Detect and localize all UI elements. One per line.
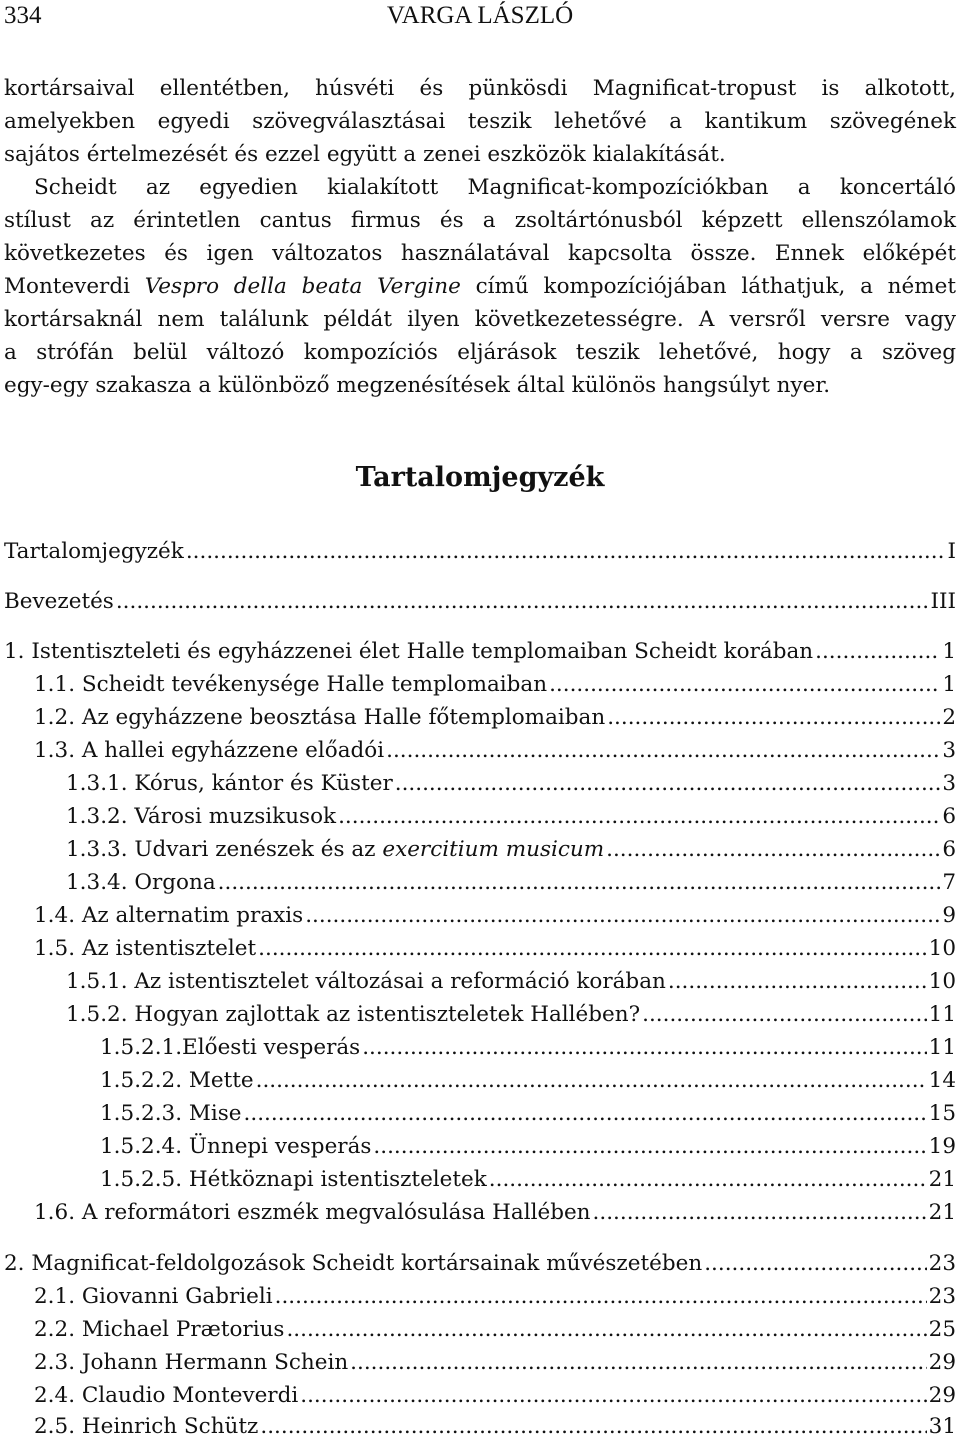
text-line: Scheidt az egyedien kialakított Magnificat-kompozíciókban a koncertáló (34, 175, 956, 200)
toc-entry-label-italic: exercitium musicum (382, 837, 605, 862)
leader-dots (668, 966, 927, 998)
toc-entry-label: 1.2. Az egyházzene beosztása Halle főtemplomaiban (34, 705, 606, 730)
leader-dots (386, 735, 940, 767)
leader-dots (606, 834, 940, 866)
toc-entry-page: 19 (928, 1134, 956, 1159)
text-line: stílust az érintetlen cantus firmus és a zsoltártónusból képzett ellenszólamok (4, 208, 956, 233)
text-line: következetes és igen változatos használatával kapcsolta össze. Ennek előképét (4, 241, 956, 266)
toc-entry[interactable] (4, 1131, 956, 1163)
text-line: kortársaknál nem találunk példát ilyen következetességre. A versről versre vagy (4, 307, 956, 332)
toc-entry-page: I (947, 539, 956, 564)
toc-entry-page: 3 (942, 771, 956, 796)
toc-entry-label: Tartalomjegyzék (4, 539, 184, 564)
toc-entry-label: 1.5.2.5. Hétköznapi istentiszteletek (100, 1167, 487, 1192)
toc-entry-label-text: 1.3.3. Udvari zenészek és az (66, 837, 383, 862)
leader-dots (305, 900, 940, 932)
toc-entry-label: Bevezetés (4, 589, 114, 614)
page-header (4, 2, 956, 36)
toc-entry-page: III (930, 589, 956, 614)
toc-entry-page: 23 (928, 1284, 956, 1309)
leader-dots (256, 1065, 927, 1097)
leader-dots (395, 768, 941, 800)
toc-entry-page: 29 (928, 1350, 956, 1375)
leader-dots (815, 636, 940, 668)
toc-entry-page: 6 (942, 804, 956, 829)
leader-dots (642, 999, 927, 1031)
toc-entry-label: 1.3.4. Orgona (66, 870, 216, 895)
toc-entry-label: 1.5.2.4. Ünnepi vesperás (100, 1134, 372, 1159)
toc-entry-page: 10 (928, 936, 956, 961)
toc-entry[interactable] (4, 1065, 956, 1097)
toc-entry-label: 1.3.2. Városi muzsikusok (66, 804, 337, 829)
toc-entry-label: 1.3.1. Kórus, kántor és Küster (66, 771, 393, 796)
toc-entry-label: 1.1. Scheidt tevékenysége Halle templomaiban (34, 672, 548, 697)
toc-entry[interactable] (4, 1380, 956, 1412)
body-paragraph (4, 72, 956, 402)
leader-dots (593, 1197, 927, 1229)
toc-entry[interactable] (4, 1411, 956, 1443)
text-line: sajátos értelmezését és ezzel együtt a zenei eszközök kialakítását. (4, 142, 726, 167)
toc-entry-page: 9 (942, 903, 956, 928)
toc-entry-label: 1. Istentiszteleti és egyházzenei élet Halle templomaiban Scheidt korában (4, 639, 814, 664)
toc-entry-page: 2 (942, 705, 956, 730)
text-line: kortársaival ellentétben, húsvéti és pünkösdi Magnificat-tropust is alkotott, (4, 76, 956, 101)
toc-entry-label: 1.6. A reformátori eszmék megvalósulása Hallében (34, 1200, 591, 1225)
leader-dots (350, 1347, 926, 1379)
leader-dots (489, 1164, 927, 1196)
toc-entry[interactable] (4, 900, 956, 932)
toc-entry[interactable] (4, 669, 956, 701)
toc-entry-label (66, 834, 604, 866)
leader-dots (362, 1032, 926, 1064)
text-fragment: című kompozíciójában láthatjuk, a német (460, 274, 956, 299)
toc-entry-page: 21 (928, 1200, 956, 1225)
toc-entry-label: 1.3. A hallei egyházzene előadói (34, 738, 385, 763)
toc-entry-page: 11 (928, 1002, 956, 1027)
toc-entry[interactable] (4, 1347, 956, 1379)
leader-dots (286, 1314, 926, 1346)
leader-dots (607, 702, 940, 734)
toc-entry[interactable] (4, 768, 956, 800)
leader-dots (338, 801, 940, 833)
toc-title: Tartalomjegyzék (355, 462, 605, 493)
toc-entry[interactable] (4, 1032, 956, 1064)
leader-dots (704, 1248, 926, 1280)
toc-entry[interactable] (4, 834, 956, 866)
toc-entry-page: 31 (928, 1414, 956, 1439)
toc-entry-label: 1.5.2. Hogyan zajlottak az istentiszteletek Hallében? (66, 1002, 641, 1027)
toc-entry[interactable] (4, 933, 956, 965)
toc-entry[interactable] (4, 1281, 956, 1313)
leader-dots (373, 1131, 926, 1163)
toc-entry[interactable] (4, 1164, 956, 1196)
toc-entry-label: 1.4. Az alternatim praxis (34, 903, 304, 928)
toc-entry-page: 25 (928, 1317, 956, 1342)
toc-entry-page: 7 (942, 870, 956, 895)
work-title: Vespro della beata Vergine (144, 274, 461, 299)
toc-entry[interactable] (4, 636, 956, 668)
toc-entry[interactable] (4, 536, 956, 568)
leader-dots (300, 1380, 926, 1412)
text-fragment: Monteverdi (4, 274, 145, 299)
toc-entry-page: 11 (928, 1035, 956, 1060)
leader-dots (258, 933, 926, 965)
toc-entry[interactable] (4, 867, 956, 899)
toc-entry-label: 1.5.2.3. Mise (100, 1101, 242, 1126)
toc-entry-label: 2.1. Giovanni Gabrieli (34, 1284, 273, 1309)
leader-dots (260, 1411, 926, 1443)
toc-entry[interactable] (4, 1314, 956, 1346)
toc-entry-page: 21 (928, 1167, 956, 1192)
toc-entry-page: 23 (928, 1251, 956, 1276)
toc-entry[interactable] (4, 735, 956, 767)
toc-entry-page: 1 (942, 639, 956, 664)
toc-entry-page: 6 (942, 837, 956, 862)
toc-entry-page: 3 (942, 738, 956, 763)
toc-entry[interactable] (4, 702, 956, 734)
toc-entry-label: 1.5.1. Az istentisztelet változásai a reformáció korában (66, 969, 666, 994)
page-number: 334 (4, 2, 42, 29)
toc-entry-label: 2.4. Claudio Monteverdi (34, 1383, 299, 1408)
toc-entry-label: 1.5. Az istentisztelet (34, 936, 257, 961)
toc-entry-page: 15 (928, 1101, 956, 1126)
leader-dots (275, 1281, 927, 1313)
toc-entry-page: 10 (928, 969, 956, 994)
toc-entry-label: 2.3. Johann Hermann Schein (34, 1350, 349, 1375)
leader-dots (244, 1098, 927, 1130)
toc-entry-label: 1.5.2.1.Előesti vesperás (100, 1035, 361, 1060)
text-line: amelyekben egyedi szövegválasztásai teszik lehetővé a kantikum szövegének (4, 109, 956, 134)
toc-entry-page: 29 (928, 1383, 956, 1408)
toc-entry-label: 2. Magnificat-feldolgozások Scheidt kortársainak művészetében (4, 1251, 703, 1276)
toc-entry[interactable] (4, 1248, 956, 1280)
leader-dots (116, 586, 929, 618)
toc-entry[interactable] (4, 1197, 956, 1229)
toc-entry-page: 14 (928, 1068, 956, 1093)
leader-dots (186, 536, 946, 568)
toc-entry-label: 1.5.2.2. Mette (100, 1068, 254, 1093)
toc-entry[interactable] (4, 801, 956, 833)
running-head: VARGA LÁSZLÓ (386, 2, 574, 29)
toc-entry[interactable] (4, 966, 956, 998)
text-line (4, 270, 956, 303)
leader-dots (218, 867, 941, 899)
toc-entry[interactable] (4, 1098, 956, 1130)
toc-entry-page: 1 (942, 672, 956, 697)
text-line: a strófán belül változó kompozíciós eljárások teszik lehetővé, hogy a szöveg (4, 340, 956, 365)
toc-entry[interactable] (4, 586, 956, 618)
leader-dots (549, 669, 940, 701)
toc-entry[interactable] (4, 999, 956, 1031)
text-line: egy-egy szakasza a különböző megzenésítések által különös hangsúlyt nyer. (4, 373, 831, 398)
toc-entry-label: 2.5. Heinrich Schütz (34, 1414, 259, 1439)
toc-entry-label: 2.2. Michael Prætorius (34, 1317, 285, 1342)
